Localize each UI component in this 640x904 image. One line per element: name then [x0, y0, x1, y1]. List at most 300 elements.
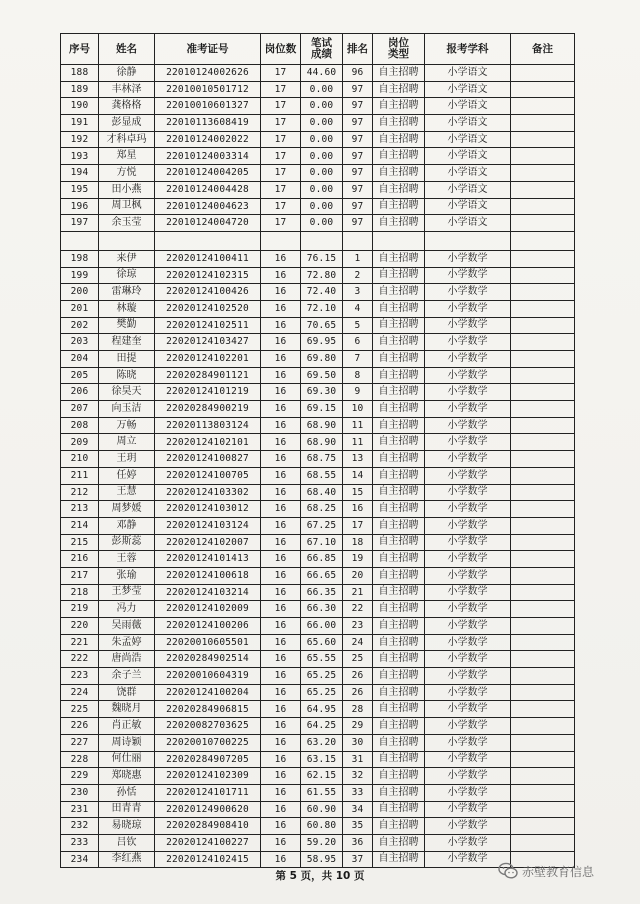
cell-score: 66.00 — [301, 618, 343, 635]
cell-score: 69.15 — [301, 401, 343, 418]
cell-name: 程建奎 — [99, 334, 155, 351]
cell-subject: 小学语文 — [425, 81, 511, 98]
cell-post-type: 自主招聘 — [373, 65, 425, 82]
cell-score: 68.90 — [301, 417, 343, 434]
cell-rank: 2 — [343, 267, 373, 284]
cell-remark — [511, 484, 575, 501]
cell-rank: 35 — [343, 818, 373, 835]
cell-post-count: 16 — [261, 634, 301, 651]
cell-subject: 小学数学 — [425, 317, 511, 334]
cell-rank: 97 — [343, 115, 373, 132]
cell-name: 冯力 — [99, 601, 155, 618]
cell-ticket: 22010113608419 — [155, 115, 261, 132]
cell-rank: 32 — [343, 768, 373, 785]
cell-post-count: 16 — [261, 651, 301, 668]
cell-rank: 8 — [343, 367, 373, 384]
cell-post-type: 自主招聘 — [373, 215, 425, 232]
cell-post-count: 16 — [261, 718, 301, 735]
cell-name: 向玉洁 — [99, 401, 155, 418]
cell-score: 72.40 — [301, 284, 343, 301]
cell-name: 来伊 — [99, 250, 155, 267]
cell-seq: 193 — [61, 148, 99, 165]
cell-score: 58.95 — [301, 851, 343, 868]
cell-post-type: 自主招聘 — [373, 131, 425, 148]
cell-score: 44.60 — [301, 65, 343, 82]
cell-name: 饶群 — [99, 684, 155, 701]
cell-subject: 小学语文 — [425, 98, 511, 115]
cell-ticket: 22010010501712 — [155, 81, 261, 98]
cell-subject: 小学数学 — [425, 517, 511, 534]
cell-post-count: 17 — [261, 165, 301, 182]
cell-post-count: 16 — [261, 467, 301, 484]
cell-post-count: 16 — [261, 751, 301, 768]
table-row — [61, 768, 575, 785]
cell-post-type: 自主招聘 — [373, 534, 425, 551]
table-row — [61, 751, 575, 768]
cell-subject: 小学数学 — [425, 284, 511, 301]
cell-post-count: 16 — [261, 734, 301, 751]
cell-score: 60.80 — [301, 818, 343, 835]
cell-score: 66.35 — [301, 584, 343, 601]
cell-rank: 25 — [343, 651, 373, 668]
cell-seq: 228 — [61, 751, 99, 768]
cell-score: 0.00 — [301, 165, 343, 182]
cell-remark — [511, 131, 575, 148]
cell-post-count: 16 — [261, 351, 301, 368]
cell-post-type: 自主招聘 — [373, 517, 425, 534]
cell-subject: 小学数学 — [425, 634, 511, 651]
cell-seq: 202 — [61, 317, 99, 334]
cell-score: 69.95 — [301, 334, 343, 351]
cell-name: 周卫枫 — [99, 198, 155, 215]
cell-seq: 201 — [61, 300, 99, 317]
cell-post-type: 自主招聘 — [373, 718, 425, 735]
cell-subject: 小学数学 — [425, 501, 511, 518]
cell-rank: 36 — [343, 834, 373, 851]
page-footer: 第 5 页，共 10 页 — [275, 870, 365, 882]
cell-subject: 小学数学 — [425, 651, 511, 668]
cell-subject: 小学语文 — [425, 115, 511, 132]
cell-subject: 小学语文 — [425, 65, 511, 82]
cell-post-count: 16 — [261, 517, 301, 534]
cell-score: 0.00 — [301, 98, 343, 115]
cell-subject: 小学数学 — [425, 417, 511, 434]
separator-cell — [511, 231, 575, 250]
table-row — [61, 401, 575, 418]
cell-remark — [511, 367, 575, 384]
cell-subject: 小学语文 — [425, 181, 511, 198]
cell-remark — [511, 115, 575, 132]
cell-post-type: 自主招聘 — [373, 334, 425, 351]
cell-post-type: 自主招聘 — [373, 768, 425, 785]
cell-ticket: 22020124100827 — [155, 451, 261, 468]
cell-subject: 小学语文 — [425, 131, 511, 148]
cell-ticket: 22020124102415 — [155, 851, 261, 868]
cell-subject: 小学数学 — [425, 467, 511, 484]
cell-seq: 197 — [61, 215, 99, 232]
cell-post-type: 自主招聘 — [373, 367, 425, 384]
cell-remark — [511, 98, 575, 115]
cell-post-count: 16 — [261, 284, 301, 301]
header-post-count: 岗位数 — [261, 34, 301, 65]
cell-name: 王玥 — [99, 451, 155, 468]
cell-ticket: 22010124004205 — [155, 165, 261, 182]
cell-remark — [511, 165, 575, 182]
cell-remark — [511, 317, 575, 334]
cell-post-count: 16 — [261, 384, 301, 401]
cell-score: 65.55 — [301, 651, 343, 668]
cell-name: 周梦媛 — [99, 501, 155, 518]
cell-name: 张瑜 — [99, 567, 155, 584]
cell-post-type: 自主招聘 — [373, 250, 425, 267]
cell-subject: 小学数学 — [425, 668, 511, 685]
cell-name: 邓静 — [99, 517, 155, 534]
cell-subject: 小学数学 — [425, 484, 511, 501]
cell-post-type: 自主招聘 — [373, 267, 425, 284]
cell-score: 68.90 — [301, 434, 343, 451]
cell-remark — [511, 384, 575, 401]
cell-name: 唐尚浩 — [99, 651, 155, 668]
table-row — [61, 65, 575, 82]
cell-name: 林璇 — [99, 300, 155, 317]
cell-remark — [511, 284, 575, 301]
separator-cell — [261, 231, 301, 250]
cell-remark — [511, 148, 575, 165]
cell-remark — [511, 451, 575, 468]
table-row — [61, 668, 575, 685]
cell-remark — [511, 351, 575, 368]
cell-remark — [511, 818, 575, 835]
cell-post-count: 16 — [261, 417, 301, 434]
cell-score: 0.00 — [301, 181, 343, 198]
cell-subject: 小学数学 — [425, 801, 511, 818]
cell-seq: 233 — [61, 834, 99, 851]
cell-post-count: 16 — [261, 834, 301, 851]
table-row — [61, 584, 575, 601]
cell-seq: 209 — [61, 434, 99, 451]
cell-post-count: 17 — [261, 131, 301, 148]
cell-post-type: 自主招聘 — [373, 198, 425, 215]
cell-rank: 34 — [343, 801, 373, 818]
cell-seq: 210 — [61, 451, 99, 468]
cell-seq: 231 — [61, 801, 99, 818]
cell-rank: 11 — [343, 434, 373, 451]
cell-post-count: 17 — [261, 98, 301, 115]
cell-seq: 219 — [61, 601, 99, 618]
cell-ticket: 22010124002022 — [155, 131, 261, 148]
cell-post-type: 自主招聘 — [373, 98, 425, 115]
cell-ticket: 22020124100206 — [155, 618, 261, 635]
cell-remark — [511, 215, 575, 232]
cell-ticket: 22020124900620 — [155, 801, 261, 818]
table-row — [61, 818, 575, 835]
cell-rank: 6 — [343, 334, 373, 351]
table-row — [61, 801, 575, 818]
cell-remark — [511, 501, 575, 518]
cell-name: 徐昊天 — [99, 384, 155, 401]
cell-name: 吴雨薇 — [99, 618, 155, 635]
cell-score: 0.00 — [301, 148, 343, 165]
table-row — [61, 501, 575, 518]
cell-post-type: 自主招聘 — [373, 618, 425, 635]
cell-remark — [511, 701, 575, 718]
table-row — [61, 484, 575, 501]
cell-subject: 小学数学 — [425, 401, 511, 418]
cell-score: 67.10 — [301, 534, 343, 551]
cell-remark — [511, 300, 575, 317]
cell-name: 樊勤 — [99, 317, 155, 334]
cell-seq: 190 — [61, 98, 99, 115]
cell-rank: 97 — [343, 148, 373, 165]
cell-post-type: 自主招聘 — [373, 148, 425, 165]
cell-rank: 19 — [343, 551, 373, 568]
cell-name: 王蓉 — [99, 551, 155, 568]
cell-ticket: 22020284907205 — [155, 751, 261, 768]
cell-score: 65.60 — [301, 634, 343, 651]
cell-post-count: 16 — [261, 784, 301, 801]
cell-seq: 213 — [61, 501, 99, 518]
cell-seq: 199 — [61, 267, 99, 284]
cell-post-count: 16 — [261, 601, 301, 618]
cell-post-type: 自主招聘 — [373, 851, 425, 868]
cell-rank: 37 — [343, 851, 373, 868]
cell-seq: 217 — [61, 567, 99, 584]
cell-ticket: 22020124100227 — [155, 834, 261, 851]
header-written-score — [301, 34, 343, 65]
table-row — [61, 634, 575, 651]
cell-subject: 小学数学 — [425, 267, 511, 284]
cell-ticket: 22020124101413 — [155, 551, 261, 568]
cell-post-count: 16 — [261, 484, 301, 501]
cell-post-type: 自主招聘 — [373, 551, 425, 568]
cell-rank: 30 — [343, 734, 373, 751]
cell-name: 吕钦 — [99, 834, 155, 851]
cell-rank: 15 — [343, 484, 373, 501]
cell-ticket: 22020284901121 — [155, 367, 261, 384]
cell-subject: 小学数学 — [425, 300, 511, 317]
cell-post-count: 16 — [261, 567, 301, 584]
cell-post-type: 自主招聘 — [373, 601, 425, 618]
cell-rank: 31 — [343, 751, 373, 768]
cell-post-type: 自主招聘 — [373, 801, 425, 818]
cell-rank: 97 — [343, 198, 373, 215]
cell-score: 0.00 — [301, 215, 343, 232]
cell-remark — [511, 734, 575, 751]
table-row — [61, 734, 575, 751]
cell-score: 66.30 — [301, 601, 343, 618]
table-row — [61, 317, 575, 334]
cell-seq: 214 — [61, 517, 99, 534]
cell-ticket: 22020124102007 — [155, 534, 261, 551]
cell-ticket: 22020124102201 — [155, 351, 261, 368]
cell-remark — [511, 768, 575, 785]
cell-post-count: 16 — [261, 250, 301, 267]
table-row — [61, 367, 575, 384]
separator-cell — [425, 231, 511, 250]
header-remark: 备注 — [511, 34, 575, 65]
table-row — [61, 215, 575, 232]
cell-score: 69.30 — [301, 384, 343, 401]
table-row — [61, 701, 575, 718]
cell-post-count: 16 — [261, 618, 301, 635]
cell-score: 0.00 — [301, 81, 343, 98]
cell-ticket: 22020124100411 — [155, 250, 261, 267]
cell-score: 64.95 — [301, 701, 343, 718]
cell-seq: 212 — [61, 484, 99, 501]
header-post-type-line2: 类型 — [388, 48, 409, 60]
header-row — [61, 34, 575, 65]
cell-score: 67.25 — [301, 517, 343, 534]
cell-post-type: 自主招聘 — [373, 317, 425, 334]
cell-name: 孙恬 — [99, 784, 155, 801]
cell-subject: 小学数学 — [425, 684, 511, 701]
cell-subject: 小学数学 — [425, 818, 511, 835]
cell-post-type: 自主招聘 — [373, 384, 425, 401]
cell-remark — [511, 267, 575, 284]
cell-remark — [511, 751, 575, 768]
cell-seq: 224 — [61, 684, 99, 701]
cell-seq: 225 — [61, 701, 99, 718]
cell-seq: 191 — [61, 115, 99, 132]
cell-remark — [511, 551, 575, 568]
cell-rank: 22 — [343, 601, 373, 618]
cell-name: 魏晓月 — [99, 701, 155, 718]
cell-name: 易晓琼 — [99, 818, 155, 835]
cell-rank: 97 — [343, 165, 373, 182]
cell-score: 68.40 — [301, 484, 343, 501]
cell-name: 王梦莹 — [99, 584, 155, 601]
cell-ticket: 22020124103012 — [155, 501, 261, 518]
cell-post-type: 自主招聘 — [373, 834, 425, 851]
table-row — [61, 684, 575, 701]
cell-score: 66.65 — [301, 567, 343, 584]
cell-seq: 229 — [61, 768, 99, 785]
cell-seq: 220 — [61, 618, 99, 635]
cell-subject: 小学数学 — [425, 384, 511, 401]
cell-ticket: 22020284906815 — [155, 701, 261, 718]
table-row — [61, 417, 575, 434]
cell-ticket: 22010124003314 — [155, 148, 261, 165]
header-subject: 报考学科 — [425, 34, 511, 65]
cell-post-type: 自主招聘 — [373, 668, 425, 685]
cell-post-type: 自主招聘 — [373, 684, 425, 701]
cell-post-count: 17 — [261, 81, 301, 98]
table-row — [61, 131, 575, 148]
cell-score: 72.10 — [301, 300, 343, 317]
table-row — [61, 250, 575, 267]
cell-post-count: 16 — [261, 334, 301, 351]
cell-rank: 9 — [343, 384, 373, 401]
cell-post-type: 自主招聘 — [373, 467, 425, 484]
cell-rank: 96 — [343, 65, 373, 82]
cell-score: 76.15 — [301, 250, 343, 267]
cell-rank: 13 — [343, 451, 373, 468]
cell-subject: 小学数学 — [425, 434, 511, 451]
table-row — [61, 517, 575, 534]
cell-score: 69.50 — [301, 367, 343, 384]
cell-name: 何仕丽 — [99, 751, 155, 768]
cell-subject: 小学数学 — [425, 567, 511, 584]
table-row — [61, 718, 575, 735]
cell-post-type: 自主招聘 — [373, 81, 425, 98]
cell-ticket: 22020284900219 — [155, 401, 261, 418]
header-name: 姓名 — [99, 34, 155, 65]
cell-remark — [511, 401, 575, 418]
cell-subject: 小学语文 — [425, 165, 511, 182]
cell-remark — [511, 81, 575, 98]
cell-post-type: 自主招聘 — [373, 401, 425, 418]
cell-ticket: 22010124004623 — [155, 198, 261, 215]
cell-ticket: 22020124101219 — [155, 384, 261, 401]
header-seq: 序号 — [61, 34, 99, 65]
cell-score: 0.00 — [301, 131, 343, 148]
cell-name: 田小燕 — [99, 181, 155, 198]
cell-post-count: 16 — [261, 300, 301, 317]
cell-seq: 195 — [61, 181, 99, 198]
table-row — [61, 115, 575, 132]
header-post-type — [373, 34, 425, 65]
cell-ticket: 22020082703625 — [155, 718, 261, 735]
cell-remark — [511, 198, 575, 215]
table-row — [61, 300, 575, 317]
table-row — [61, 198, 575, 215]
cell-rank: 26 — [343, 684, 373, 701]
cell-name: 万畅 — [99, 417, 155, 434]
cell-ticket: 22020124102511 — [155, 317, 261, 334]
cell-score: 70.65 — [301, 317, 343, 334]
cell-post-type: 自主招聘 — [373, 165, 425, 182]
cell-seq: 223 — [61, 668, 99, 685]
cell-seq: 215 — [61, 534, 99, 551]
cell-seq: 216 — [61, 551, 99, 568]
cell-post-type: 自主招聘 — [373, 284, 425, 301]
cell-post-count: 16 — [261, 534, 301, 551]
cell-seq: 232 — [61, 818, 99, 835]
cell-seq: 234 — [61, 851, 99, 868]
cell-score: 62.15 — [301, 768, 343, 785]
table-row — [61, 534, 575, 551]
cell-post-count: 16 — [261, 668, 301, 685]
cell-post-type: 自主招聘 — [373, 784, 425, 801]
cell-name: 龚格格 — [99, 98, 155, 115]
cell-ticket: 22020124101711 — [155, 784, 261, 801]
cell-seq: 226 — [61, 718, 99, 735]
header-rank: 排名 — [343, 34, 373, 65]
cell-ticket: 22020124103302 — [155, 484, 261, 501]
cell-rank: 97 — [343, 131, 373, 148]
cell-rank: 24 — [343, 634, 373, 651]
cell-ticket: 22020010700225 — [155, 734, 261, 751]
cell-seq: 192 — [61, 131, 99, 148]
cell-ticket: 22010124004720 — [155, 215, 261, 232]
cell-post-type: 自主招聘 — [373, 634, 425, 651]
cell-ticket: 22020284902514 — [155, 651, 261, 668]
cell-post-count: 16 — [261, 551, 301, 568]
cell-subject: 小学数学 — [425, 534, 511, 551]
table-row — [61, 351, 575, 368]
cell-post-type: 自主招聘 — [373, 451, 425, 468]
cell-score: 66.85 — [301, 551, 343, 568]
table-row — [61, 834, 575, 851]
separator-cell — [155, 231, 261, 250]
cell-score: 60.90 — [301, 801, 343, 818]
cell-subject: 小学数学 — [425, 351, 511, 368]
cell-score: 65.25 — [301, 684, 343, 701]
cell-post-type: 自主招聘 — [373, 417, 425, 434]
cell-name: 徐琼 — [99, 267, 155, 284]
cell-subject: 小学数学 — [425, 734, 511, 751]
cell-score: 69.80 — [301, 351, 343, 368]
